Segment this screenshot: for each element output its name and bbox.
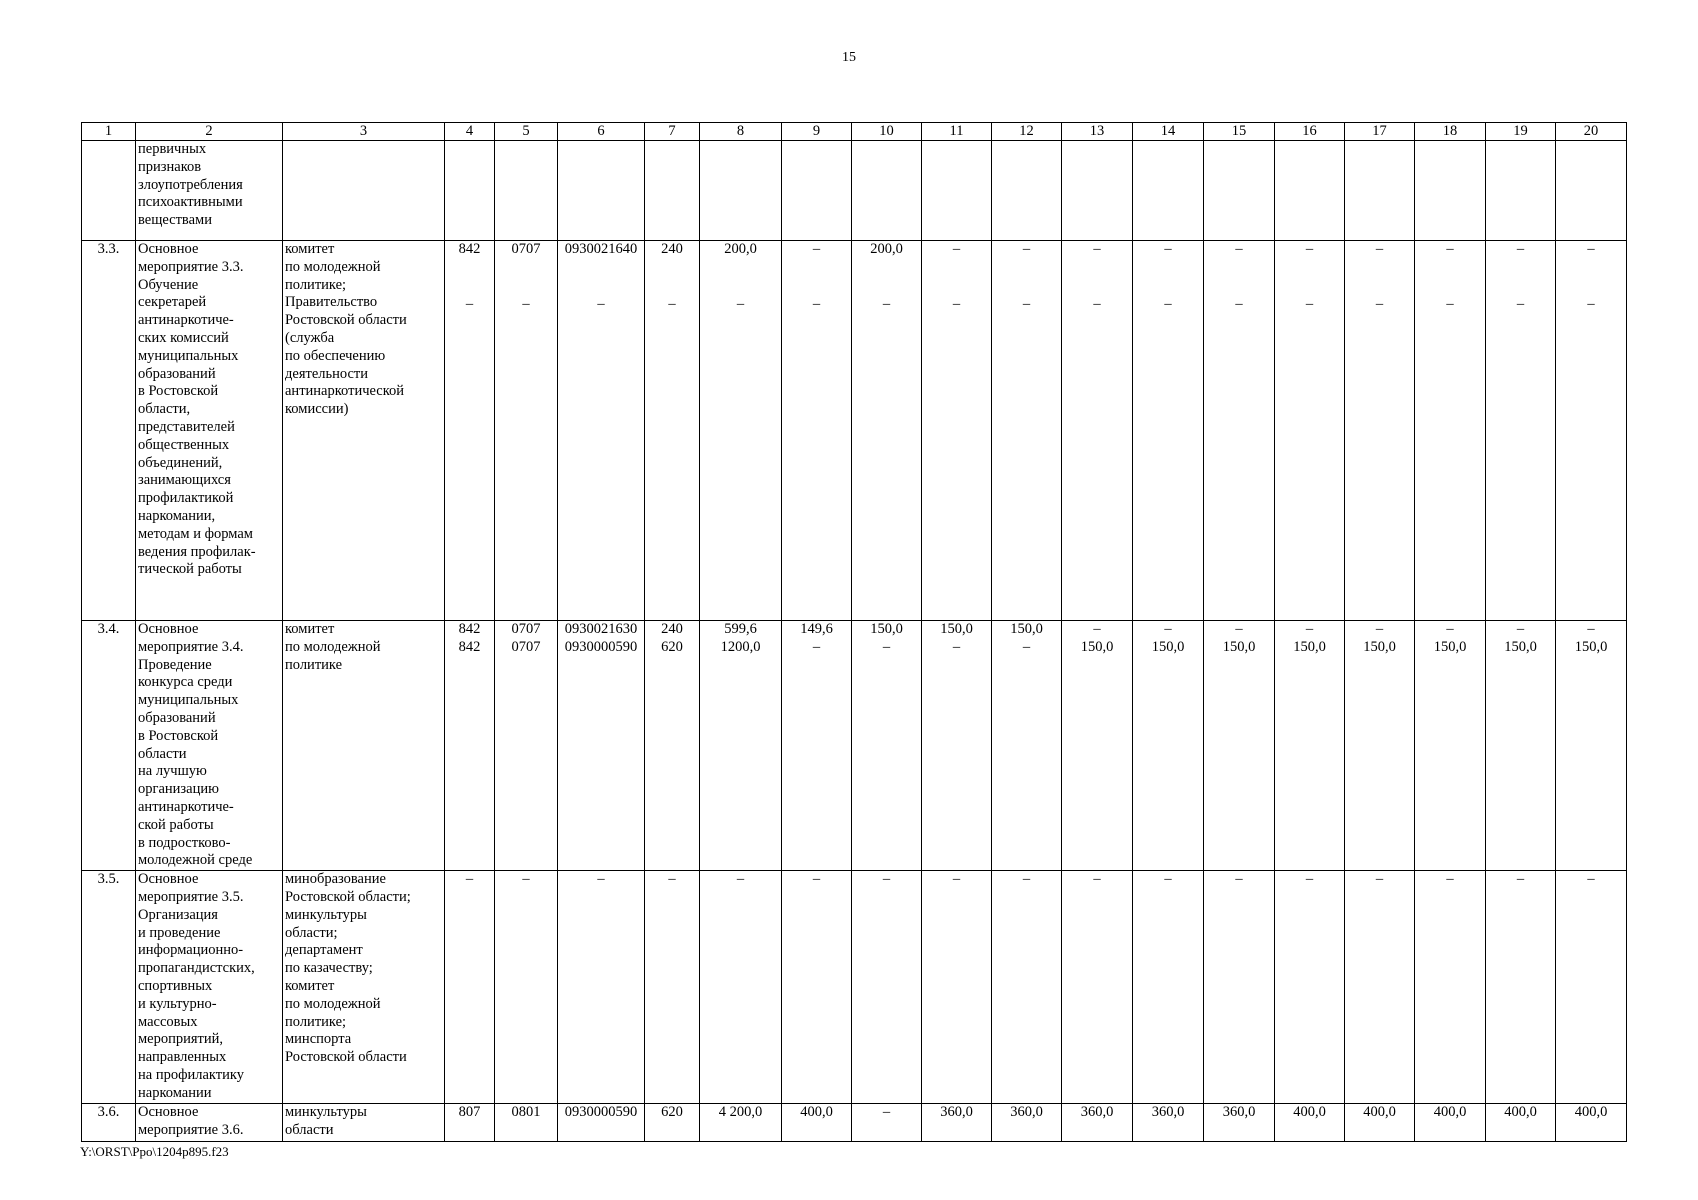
table-cell: 0801 xyxy=(495,1104,558,1142)
cell-spacer xyxy=(497,259,555,296)
cell-value-secondary: – xyxy=(1093,295,1101,312)
table-cell: – xyxy=(1556,871,1627,1104)
column-header-13: 13 xyxy=(1062,123,1133,141)
cell-value-secondary: – xyxy=(1164,295,1172,312)
cell-value-primary: – xyxy=(1305,241,1314,257)
table-cell: 240 620 xyxy=(645,621,700,871)
cell-value-primary: – xyxy=(812,241,821,257)
table-cell xyxy=(1486,141,1556,241)
cell-spacer xyxy=(854,259,919,296)
table-cell: 0707 0707 xyxy=(495,621,558,871)
cell-value-secondary: – xyxy=(1375,295,1384,312)
cell-spacer xyxy=(1206,259,1272,296)
table-cell: – xyxy=(1204,871,1275,1104)
table-cell xyxy=(645,241,700,621)
table-cell xyxy=(1345,141,1415,241)
table-cell: – xyxy=(1415,871,1486,1104)
column-header-17: 17 xyxy=(1345,123,1415,141)
table-cell xyxy=(992,241,1062,621)
cell-value-primary: – xyxy=(1022,241,1031,257)
table-cell xyxy=(782,241,852,621)
table-cell: – xyxy=(992,871,1062,1104)
table-cell: 360,0 xyxy=(992,1104,1062,1142)
cell-spacer xyxy=(1277,259,1342,296)
column-header-7: 7 xyxy=(645,123,700,141)
table-cell xyxy=(1062,141,1133,241)
cell-value-secondary: – xyxy=(1235,295,1243,312)
cell-spacer xyxy=(1064,259,1130,296)
column-header-3: 3 xyxy=(283,123,445,141)
table-cell xyxy=(1275,141,1345,241)
table-cell xyxy=(283,241,445,621)
table-cell: 3.4. xyxy=(82,621,136,871)
table-cell xyxy=(1345,241,1415,621)
table-cell: – xyxy=(445,871,495,1104)
table-row xyxy=(82,241,1627,621)
cell-spacer xyxy=(647,259,697,296)
table-cell xyxy=(645,141,700,241)
table-cell xyxy=(1204,241,1275,621)
column-header-2: 2 xyxy=(136,123,283,141)
cell-value-primary: – xyxy=(1375,241,1384,257)
cell-value-secondary: – xyxy=(465,295,474,312)
table-cell: – xyxy=(1133,871,1204,1104)
table-cell: – xyxy=(1062,871,1133,1104)
table-cell xyxy=(1415,241,1486,621)
table-cell xyxy=(1556,141,1627,241)
cell-value-secondary: – xyxy=(812,295,821,312)
cell-value-secondary: – xyxy=(1022,295,1031,312)
table-cell xyxy=(782,141,852,241)
cell-value-primary: – xyxy=(1093,241,1101,257)
table-cell: – 150,0 xyxy=(1556,621,1627,871)
cell-spacer xyxy=(784,259,849,296)
cell-value-primary: 3.3. xyxy=(97,241,120,257)
table-cell: 4 200,0 xyxy=(700,1104,782,1142)
table-cell xyxy=(445,241,495,621)
table-cell xyxy=(852,241,922,621)
column-header-1: 1 xyxy=(82,123,136,141)
cell-value-primary: – xyxy=(1235,241,1243,257)
cell-spacer xyxy=(1347,259,1412,296)
table-cell: 400,0 xyxy=(1415,1104,1486,1142)
table-cell: 400,0 xyxy=(1345,1104,1415,1142)
column-header-12: 12 xyxy=(992,123,1062,141)
column-header-5: 5 xyxy=(495,123,558,141)
table-cell: – 150,0 xyxy=(1275,621,1345,871)
header-row xyxy=(82,123,1627,141)
cell-spacer xyxy=(702,259,779,296)
table-cell xyxy=(922,141,992,241)
table-cell: – xyxy=(852,1104,922,1142)
cell-spacer xyxy=(1135,259,1201,296)
column-header-10: 10 xyxy=(852,123,922,141)
table-cell xyxy=(1415,141,1486,241)
cell-spacer xyxy=(447,259,492,296)
cell-spacer xyxy=(1488,259,1553,296)
table-cell xyxy=(700,241,782,621)
table-cell xyxy=(445,141,495,241)
table-cell: – xyxy=(782,871,852,1104)
table-cell: 150,0 – xyxy=(992,621,1062,871)
cell-value-primary: – xyxy=(1587,241,1595,257)
table-cell: 360,0 xyxy=(1133,1104,1204,1142)
table-cell: – xyxy=(852,871,922,1104)
table-cell xyxy=(700,141,782,241)
table-cell: 360,0 xyxy=(1204,1104,1275,1142)
table-cell: 0930021630 0930000590 xyxy=(558,621,645,871)
cell-value-secondary: – xyxy=(1587,295,1595,312)
cell-spacer xyxy=(560,259,642,296)
column-header-16: 16 xyxy=(1275,123,1345,141)
cell-value-secondary: – xyxy=(952,295,961,312)
column-header-8: 8 xyxy=(700,123,782,141)
cell-value-secondary: – xyxy=(668,295,676,312)
table-cell: – xyxy=(1486,871,1556,1104)
cell-value-primary: комитет по молодежной политике; Правительство Ростовской области (служба по обеспечению деятельности антинаркотической комиссии) xyxy=(285,241,407,418)
table-cell xyxy=(1133,141,1204,241)
cell-value-secondary: – xyxy=(1516,295,1525,312)
column-header-11: 11 xyxy=(922,123,992,141)
table-cell: – 150,0 xyxy=(1062,621,1133,871)
cell-value-primary: – xyxy=(952,241,961,257)
table-row xyxy=(82,141,1627,241)
table-cell: комитет по молодежной политике xyxy=(283,621,445,871)
table-cell: – 150,0 xyxy=(1133,621,1204,871)
column-header-4: 4 xyxy=(445,123,495,141)
table-cell: – xyxy=(922,871,992,1104)
table-cell: 599,6 1200,0 xyxy=(700,621,782,871)
table-cell: 360,0 xyxy=(922,1104,992,1142)
table-cell xyxy=(558,241,645,621)
table-cell: первичных признаков злоупотребления психоактивными веществами xyxy=(136,141,283,241)
cell-value-primary: 200,0 xyxy=(870,241,903,257)
table-cell: 807 xyxy=(445,1104,495,1142)
column-header-20: 20 xyxy=(1556,123,1627,141)
column-header-18: 18 xyxy=(1415,123,1486,141)
table-cell: 842 842 xyxy=(445,621,495,871)
table-cell xyxy=(1556,241,1627,621)
cell-spacer xyxy=(994,259,1059,296)
table-cell xyxy=(1486,241,1556,621)
cell-value-secondary: – xyxy=(522,295,530,312)
table-row xyxy=(82,871,1627,1104)
budget-table xyxy=(81,122,1627,1142)
cell-spacer xyxy=(924,259,989,296)
table-row xyxy=(82,1104,1627,1142)
table-cell xyxy=(1062,241,1133,621)
table-cell: – 150,0 xyxy=(1345,621,1415,871)
table-cell: 150,0 – xyxy=(852,621,922,871)
cell-value-primary: 0930021640 xyxy=(564,241,638,257)
table-cell: Основное мероприятие 3.6. xyxy=(136,1104,283,1142)
table-cell: 0930000590 xyxy=(558,1104,645,1142)
table-cell xyxy=(495,241,558,621)
table-cell: – xyxy=(1345,871,1415,1104)
table-cell xyxy=(136,241,283,621)
table-cell xyxy=(992,141,1062,241)
cell-spacer xyxy=(1558,259,1624,296)
cell-value-primary: – xyxy=(1516,241,1525,257)
table-cell xyxy=(283,141,445,241)
cell-value-secondary: – xyxy=(736,295,745,312)
table-cell xyxy=(1204,141,1275,241)
table-cell: Основное мероприятие 3.4. Проведение конкурса среди муниципальных образований в Ростовской области на лучшую организацию антинаркотиче- ской работы в подростково- молодежной среде xyxy=(136,621,283,871)
table-cell: – xyxy=(558,871,645,1104)
table-cell: – 150,0 xyxy=(1415,621,1486,871)
cell-value-primary: 0707 xyxy=(511,241,541,257)
table-cell xyxy=(1133,241,1204,621)
table-cell: 400,0 xyxy=(1486,1104,1556,1142)
table-cell: – xyxy=(700,871,782,1104)
page-number: 15 xyxy=(842,50,856,65)
table-cell xyxy=(922,241,992,621)
table-cell: 400,0 xyxy=(782,1104,852,1142)
cell-value-secondary: – xyxy=(1305,295,1314,312)
cell-value-primary: Основное мероприятие 3.3. Обучение секретарей антинаркотиче- ских комиссий муниципальных образований в Ростовской области, представителей общественных объединений, занимающихся профилактикой наркомании, методам и формам ведения профилак- тической работы xyxy=(138,241,256,578)
table-cell: Основное мероприятие 3.5. Организация и проведение информационно- пропагандистских, спортивных и культурно- массовых мероприятий, направленных на профилактику наркомании xyxy=(136,871,283,1104)
table-cell: минобразование Ростовской области; минкультуры области; департамент по казачеству; комитет по молодежной политике; минспорта Ростовской области xyxy=(283,871,445,1104)
table-cell: 149,6 – xyxy=(782,621,852,871)
column-header-6: 6 xyxy=(558,123,645,141)
cell-value-primary: 200,0 xyxy=(724,241,757,257)
table-cell xyxy=(82,241,136,621)
table-cell xyxy=(1275,241,1345,621)
table-cell: 3.6. xyxy=(82,1104,136,1142)
cell-value-primary: – xyxy=(1164,241,1172,257)
column-header-9: 9 xyxy=(782,123,852,141)
table-cell: 150,0 – xyxy=(922,621,992,871)
table-cell: 400,0 xyxy=(1275,1104,1345,1142)
table-cell xyxy=(82,141,136,241)
column-header-19: 19 xyxy=(1486,123,1556,141)
table-cell: минкультуры области xyxy=(283,1104,445,1142)
cell-spacer xyxy=(1417,259,1483,296)
cell-value-primary: – xyxy=(1446,241,1454,257)
table-cell: 620 xyxy=(645,1104,700,1142)
table-cell xyxy=(852,141,922,241)
table-row xyxy=(82,621,1627,871)
table-cell: – xyxy=(645,871,700,1104)
table-cell: 3.5. xyxy=(82,871,136,1104)
column-header-14: 14 xyxy=(1133,123,1204,141)
cell-value-primary: 240 xyxy=(661,241,683,257)
file-path-footer: Y:\ORST\Ppo\1204p895.f23 xyxy=(80,1144,229,1159)
table-cell xyxy=(558,141,645,241)
table-cell xyxy=(495,141,558,241)
cell-value-secondary: – xyxy=(597,295,605,312)
cell-value-secondary: – xyxy=(1446,295,1454,312)
table-cell: 360,0 xyxy=(1062,1104,1133,1142)
table-cell: – 150,0 xyxy=(1204,621,1275,871)
column-header-15: 15 xyxy=(1204,123,1275,141)
table-cell: – xyxy=(1275,871,1345,1104)
cell-value-secondary: – xyxy=(882,295,891,312)
table-cell: – 150,0 xyxy=(1486,621,1556,871)
cell-value-primary: 842 xyxy=(458,241,481,257)
table-cell: – xyxy=(495,871,558,1104)
table-cell: 400,0 xyxy=(1556,1104,1627,1142)
